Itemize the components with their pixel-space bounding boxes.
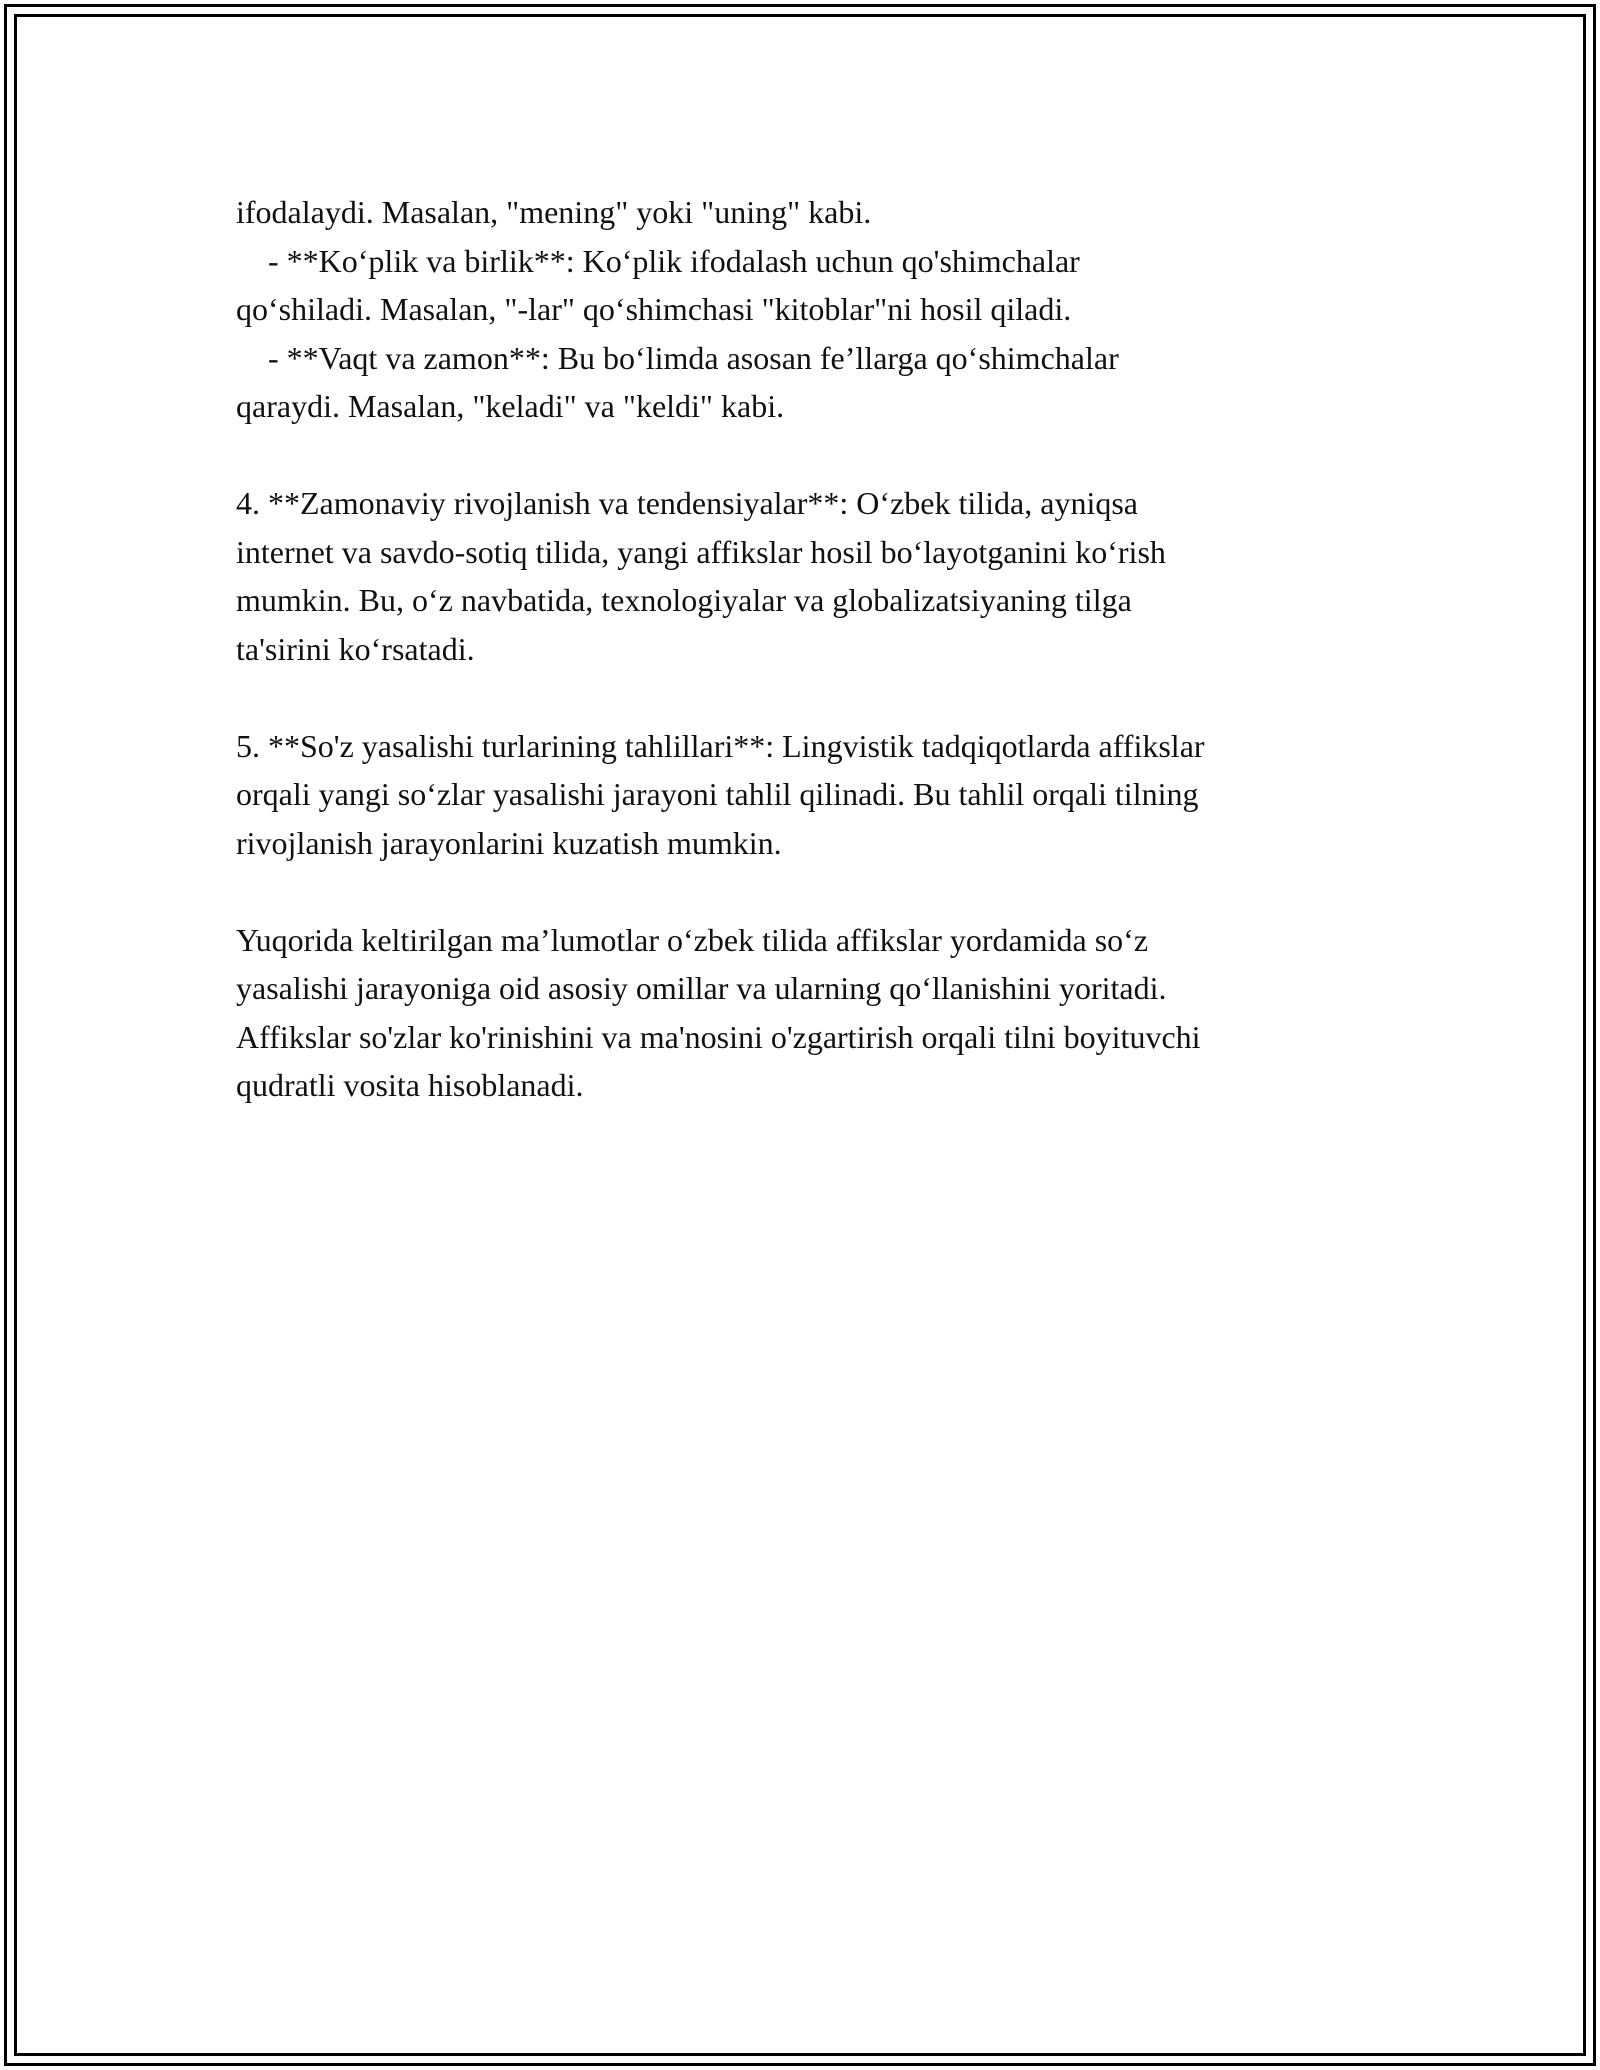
paragraph-gap	[236, 673, 1416, 722]
document-body	[236, 188, 1416, 1110]
text-line: 5. **So'z yasalishi turlarining tahlillari**: Lingvistik tadqiqotlarda affikslar	[236, 727, 1205, 764]
text-line: ifodalaydi. Masalan, "mening" yoki "uning" kabi.	[236, 194, 872, 230]
paragraph-gap	[236, 431, 1416, 480]
paragraph-conclusion	[236, 916, 1416, 1110]
text-line: ta'sirini ko‘rsatadi.	[236, 630, 475, 667]
text-line: Yuqorida keltirilgan ma’lumotlar o‘zbek tilida affikslar yordamida so‘z	[236, 921, 1149, 958]
text-line: internet va savdo-sotiq tilida, yangi affikslar hosil bo‘layotganini ko‘rish	[236, 533, 1166, 570]
paragraph-modern-trends	[236, 479, 1416, 673]
text-line: orqali yangi so‘zlar yasalishi jarayoni tahlil qilinadi. Bu tahlil orqali tilning	[236, 776, 1199, 812]
text-line: - **Vaqt va zamon**: Bu bo‘limda asosan fe’llarga qo‘shimchalar	[236, 339, 1119, 376]
paragraph-gap	[236, 867, 1416, 916]
text-line: qudratli vosita hisoblanadi.	[236, 1067, 584, 1103]
text-line: qaraydi. Masalan, "keladi" va "keldi" kabi.	[236, 388, 785, 424]
text-line: Affikslar so'zlar ko'rinishini va ma'nosini o'zgartirish orqali tilni boyituvchi	[236, 1018, 1201, 1055]
paragraph-morphology-list	[236, 188, 1416, 431]
text-line: rivojlanish jarayonlarini kuzatish mumkin.	[236, 824, 782, 861]
text-line: - **Ko‘plik va birlik**: Ko‘plik ifodalash uchun qo'shimchalar	[236, 242, 1080, 279]
text-line: mumkin. Bu, o‘z navbatida, texnologiyalar va globalizatsiyaning tilga	[236, 582, 1132, 618]
paragraph-word-formation-analysis	[236, 722, 1416, 868]
text-line: qo‘shiladi. Masalan, "-lar" qo‘shimchasi "kitoblar"ni hosil qiladi.	[236, 291, 1072, 327]
text-line: 4. **Zamonaviy rivojlanish va tendensiyalar**: O‘zbek tilida, ayniqsa	[236, 485, 1138, 521]
text-line: yasalishi jarayoniga oid asosiy omillar va ularning qo‘llanishini yoritadi.	[236, 970, 1167, 1006]
